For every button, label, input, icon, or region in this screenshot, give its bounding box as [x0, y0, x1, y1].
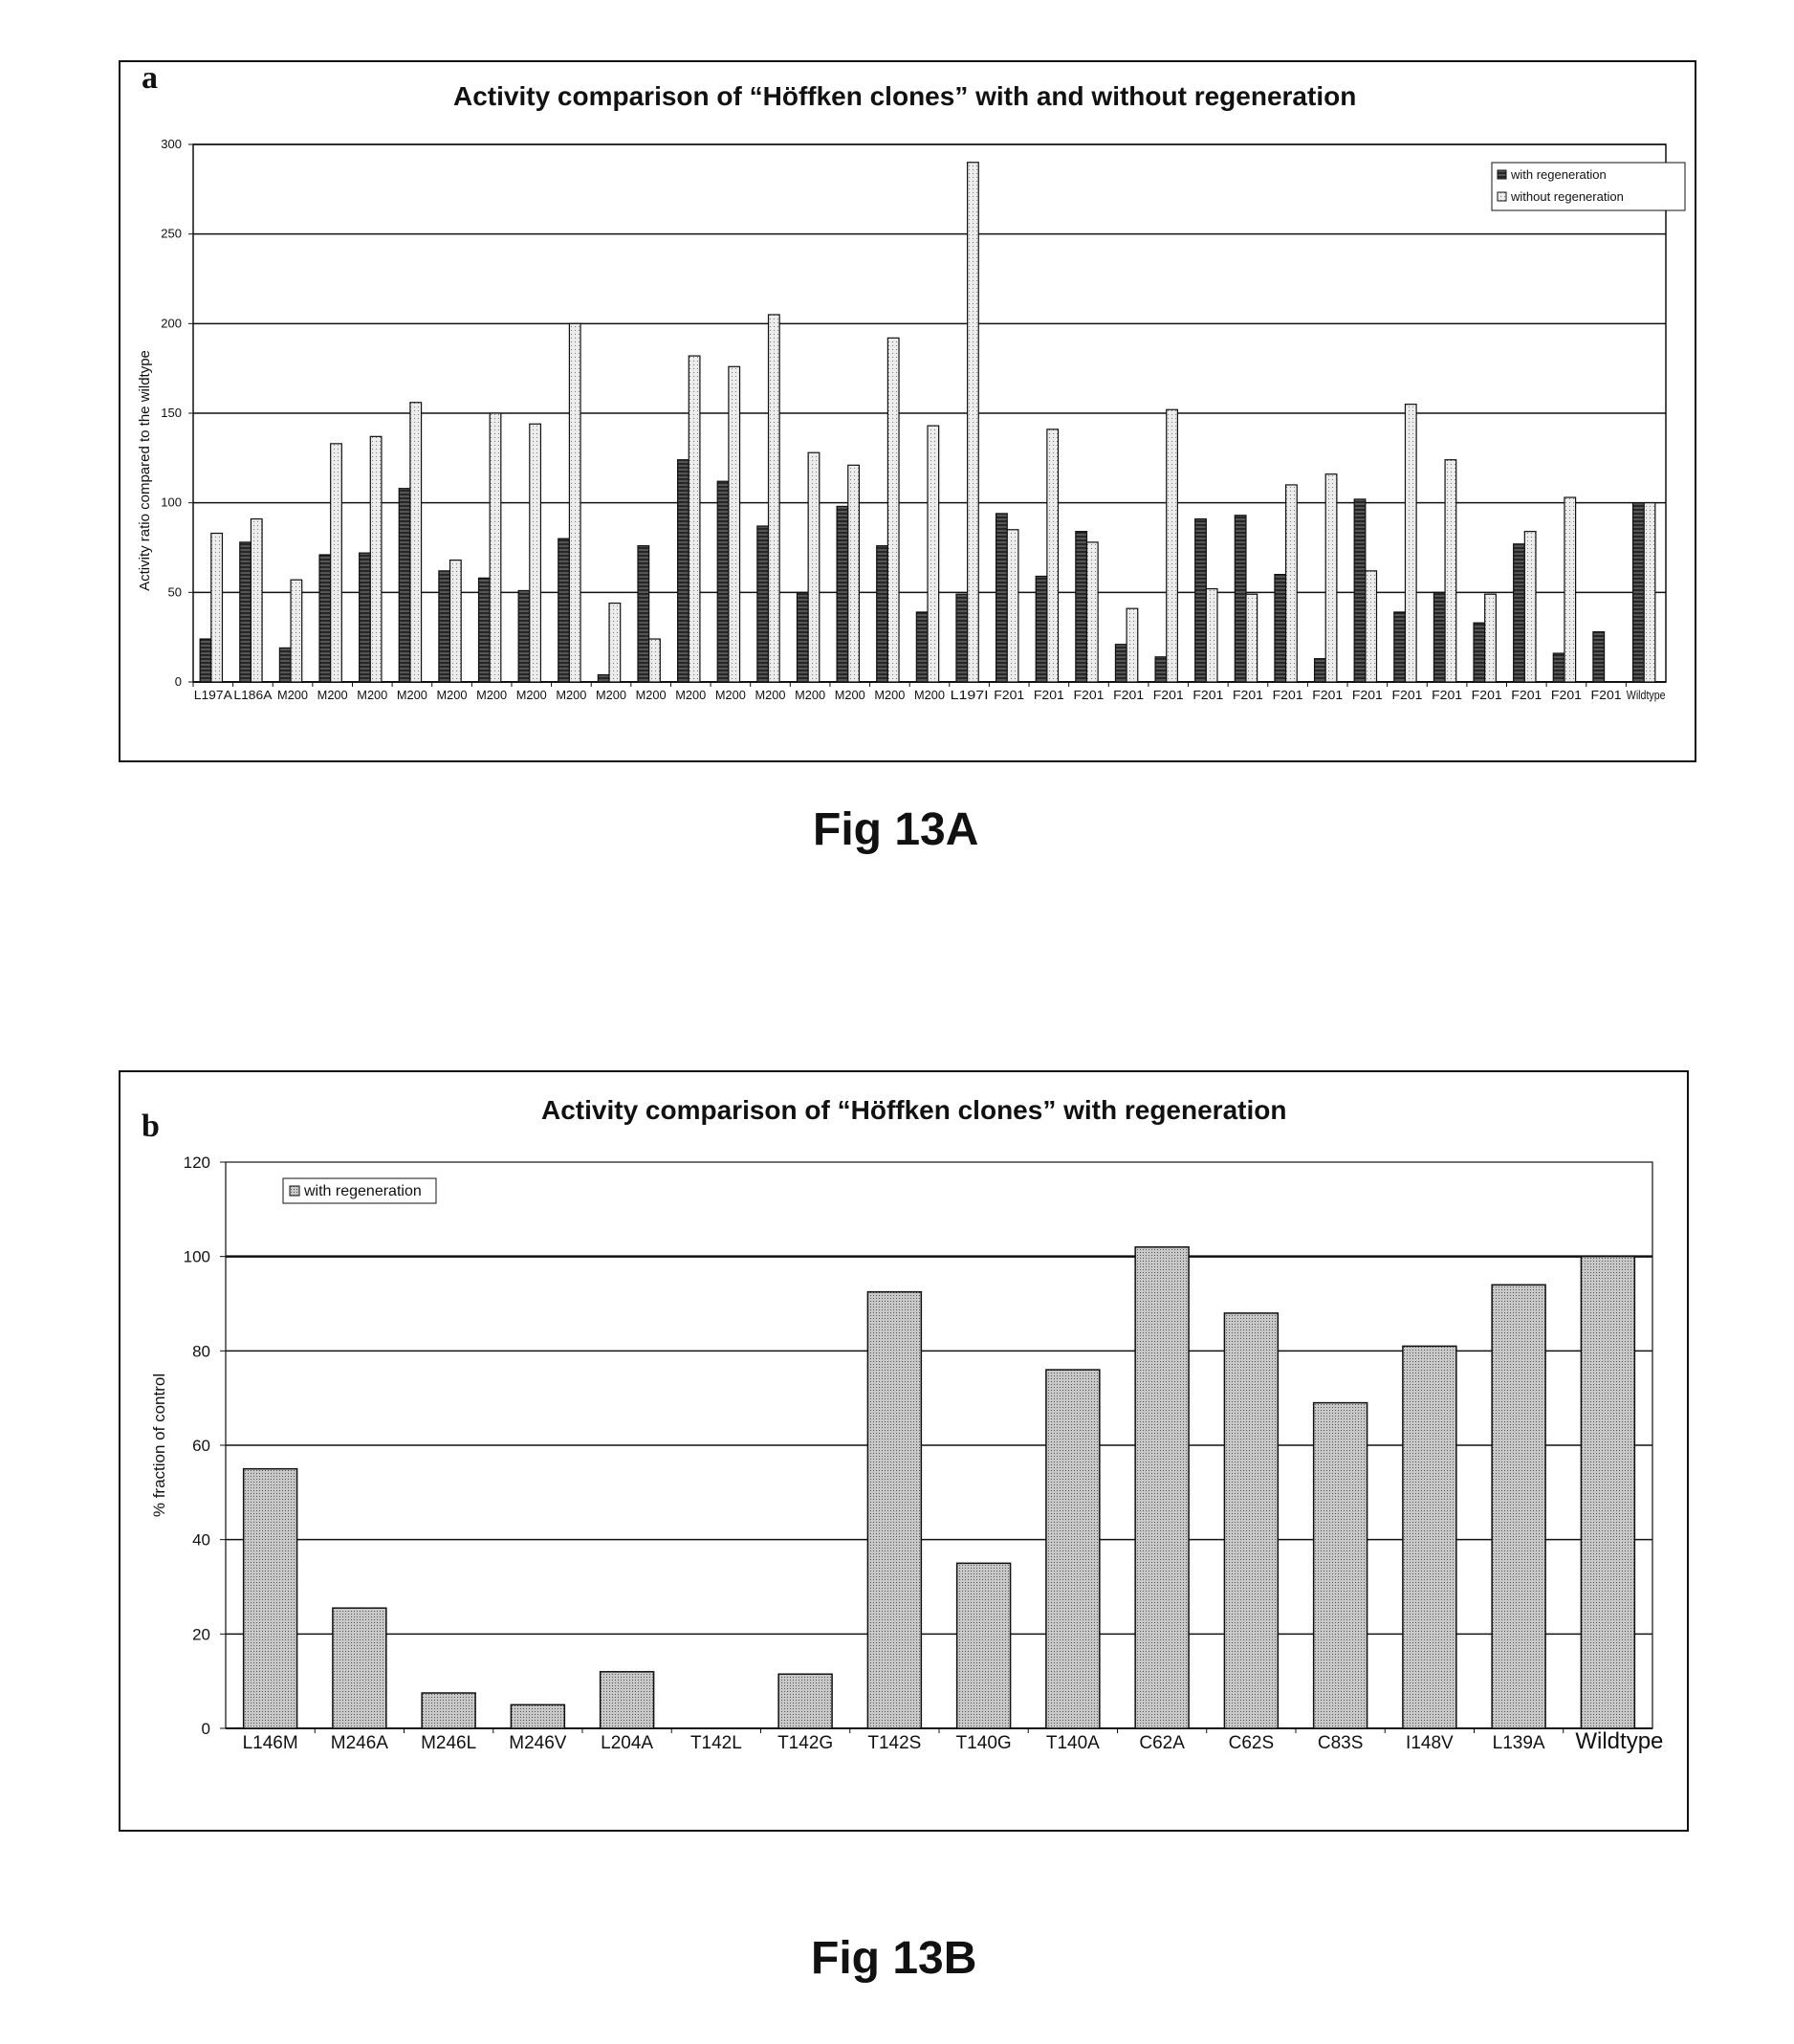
legend-swatch-with-regeneration-b: [290, 1186, 299, 1196]
panel-letter-a: a: [142, 60, 158, 97]
y-tick-label-b: 0: [202, 1720, 210, 1738]
x-category-label-a: Wildtype: [1627, 688, 1666, 702]
y-tick-label-b: 60: [192, 1437, 210, 1455]
bar-with-regeneration: [422, 1693, 475, 1728]
x-category-label-a: F201: [994, 688, 1024, 702]
chart-b-title: Activity comparison of “Höffken clones” with regeneration: [541, 1095, 1286, 1126]
figure-a-caption: Fig 13A: [813, 803, 978, 856]
bar-with-regeneration: [244, 1469, 297, 1728]
x-category-label-a: M200: [277, 688, 308, 702]
y-axis-label-b: % fraction of control: [150, 1374, 168, 1517]
x-category-label-a: F201: [1391, 688, 1422, 702]
x-category-label-a: F201: [1273, 688, 1303, 702]
bar-with-regeneration: [511, 1704, 564, 1728]
x-category-label-a: F201: [1591, 688, 1622, 702]
bar-with-regeneration: [957, 1563, 1011, 1728]
x-category-label-a: F201: [1034, 688, 1064, 702]
x-category-label-b: L204A: [601, 1733, 653, 1753]
y-tick-label-a: 0: [175, 674, 182, 689]
x-category-label-a: M200: [675, 688, 706, 702]
x-category-label-b: C62S: [1229, 1733, 1275, 1753]
x-category-label-b: C62A: [1139, 1733, 1185, 1753]
x-category-label-a: M200: [437, 688, 468, 702]
bar-with-regeneration: [867, 1292, 921, 1728]
bar-with-regeneration: [778, 1674, 832, 1728]
y-tick-label-a: 50: [168, 584, 182, 599]
x-category-label-a: F201: [1352, 688, 1383, 702]
x-category-label-b: T142L: [690, 1733, 742, 1753]
y-tick-label-b: 80: [192, 1342, 210, 1360]
y-tick-label-a: 200: [161, 316, 182, 330]
x-category-label-b: T140A: [1046, 1733, 1100, 1753]
x-category-label-a: L186A: [233, 688, 272, 702]
figure-b-caption: Fig 13B: [811, 1932, 976, 1985]
x-category-label-a: F201: [1312, 688, 1343, 702]
x-category-label-a: F201: [1073, 688, 1104, 702]
x-category-label-a: M200: [357, 688, 387, 702]
bar-with-regeneration: [1403, 1346, 1456, 1728]
y-axis-label-a: Activity ratio compared to the wildtype: [137, 350, 153, 591]
x-category-label-b: M246V: [509, 1733, 567, 1753]
x-category-label-a: F201: [1551, 688, 1582, 702]
x-category-label-a: M200: [397, 688, 427, 702]
y-tick-label-b: 20: [192, 1625, 210, 1643]
x-category-label-a: F201: [1511, 688, 1542, 702]
x-category-label-a: F201: [1192, 688, 1223, 702]
x-category-label-a: L197A: [194, 688, 232, 702]
x-category-label-a: F201: [1113, 688, 1144, 702]
bar-with-regeneration: [601, 1672, 654, 1728]
x-category-label-b: L139A: [1493, 1733, 1545, 1753]
bar-with-regeneration: [1224, 1313, 1278, 1728]
y-tick-label-b: 100: [184, 1248, 210, 1266]
y-tick-label-b: 40: [192, 1531, 210, 1549]
x-category-label-a: M200: [795, 688, 825, 702]
x-category-label-a: M200: [596, 688, 626, 702]
x-category-label-b: T140G: [956, 1733, 1012, 1753]
x-category-label-a: M200: [835, 688, 865, 702]
x-category-label-a: L197I: [951, 688, 989, 702]
x-category-label-b: M246A: [331, 1733, 389, 1753]
bar-with-regeneration: [1492, 1285, 1545, 1728]
legend-label-with-regeneration: with regeneration: [1510, 167, 1607, 182]
x-category-label-a: M200: [516, 688, 547, 702]
y-tick-label-a: 100: [161, 495, 182, 510]
bar-with-regeneration: [1314, 1403, 1367, 1728]
y-tick-label-a: 150: [161, 406, 182, 420]
chart-a-title: Activity comparison of “Höffken clones” with and without regeneration: [453, 81, 1356, 112]
x-category-label-a: F201: [1432, 688, 1462, 702]
y-tick-label-b: 120: [184, 1154, 210, 1172]
x-category-label-a: M200: [556, 688, 586, 702]
x-category-label-a: M200: [874, 688, 905, 702]
x-category-label-a: M200: [317, 688, 348, 702]
x-category-label-b: L146M: [243, 1733, 298, 1753]
x-category-label-a: M200: [914, 688, 945, 702]
panel-letter-b: b: [142, 1109, 160, 1145]
chart-b: [0, 0, 1794, 2044]
bar-with-regeneration: [333, 1608, 386, 1728]
y-tick-label-a: 250: [161, 227, 182, 241]
x-category-label-a: M200: [636, 688, 667, 702]
bar-with-regeneration: [1581, 1257, 1634, 1728]
legend-label-without-regeneration: without regeneration: [1510, 189, 1624, 204]
x-category-label-b: T142S: [867, 1733, 921, 1753]
x-category-label-b: C83S: [1318, 1733, 1364, 1753]
x-category-label-b: Wildtype: [1575, 1728, 1663, 1754]
x-category-label-a: F201: [1233, 688, 1263, 702]
x-category-label-a: M200: [476, 688, 507, 702]
legend-label-with-regeneration-b: with regeneration: [303, 1183, 422, 1199]
x-category-label-a: M200: [715, 688, 746, 702]
x-category-label-b: M246L: [421, 1733, 476, 1753]
y-tick-label-a: 300: [161, 137, 182, 151]
bar-with-regeneration: [1135, 1247, 1189, 1728]
x-category-label-a: F201: [1153, 688, 1184, 702]
bar-with-regeneration: [1046, 1370, 1100, 1728]
x-category-label-b: T142G: [777, 1733, 833, 1753]
x-category-label-a: M200: [755, 688, 786, 702]
x-category-label-b: I148V: [1406, 1733, 1454, 1753]
x-category-label-a: F201: [1472, 688, 1502, 702]
